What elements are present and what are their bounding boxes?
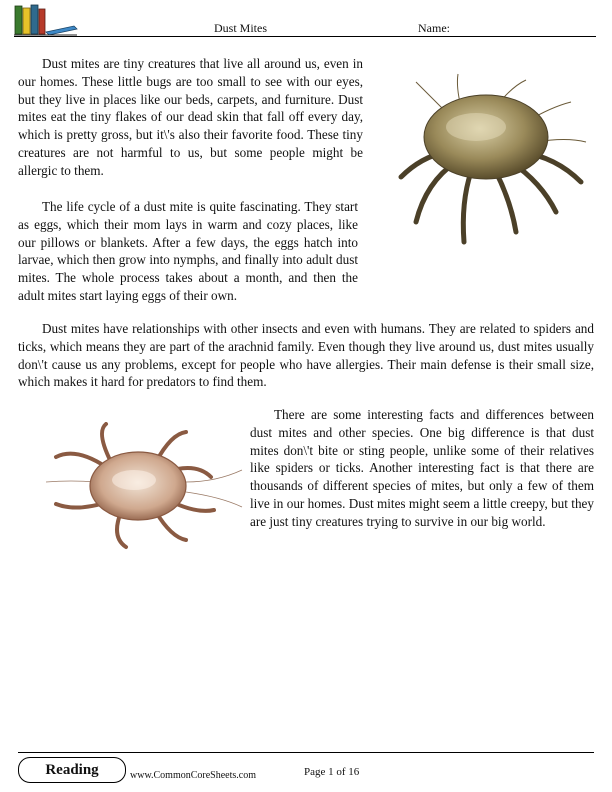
worksheet-header bbox=[0, 0, 612, 40]
page-number: Page 1 of 16 bbox=[304, 766, 360, 778]
page-title: Dust Mites bbox=[214, 21, 268, 35]
header-divider bbox=[14, 36, 596, 37]
article-paragraph-1: Dust mites are tiny creatures that live all around us, even in our homes. These little bugs are too small to see with our eyes, but they live in places like our beds, carpets, and furniture. Dust mites eat the tiny flakes of our dead skin that fall off every day, which is pretty gross, but it\'s also their favorite food. These tiny creatures are not harmful to us, but some people might be allergic to them. bbox=[18, 56, 363, 178]
article-paragraph-4: There are some interesting facts and differences between dust mites and other species. One big difference is that dust mites don\'t bite or sting people, unlike some of their relatives like spiders or ticks. Another interesting fact is that there are thousands of different species of mites, but only a few of them live in our homes. Dust mites might seem a little creepy, but they are just tiny creatures trying to survive in our big world. bbox=[250, 407, 594, 529]
dust-mite-icon bbox=[386, 72, 594, 252]
books-icon bbox=[14, 4, 78, 36]
footer-divider bbox=[18, 752, 594, 753]
article-paragraph-2-text: The life cycle of a dust mite is quite fascinating. They start as eggs, which their mom lays in warm and cozy places, like our pillows or blankets. After a few days, the eggs hatch into larvae, which then grow into nymphs, and finally into adult dust mites. The whole process takes about a month, and then the adult mites start laying eggs of their own. bbox=[18, 199, 358, 303]
dust-mite-icon bbox=[36, 422, 244, 550]
name-label: Name: bbox=[418, 21, 450, 35]
article-paragraph-3: Dust mites have relationships with other insects and even with humans. They are related to spiders and ticks, which means they are part of the arachnid family. Even though they live around us, dust mites usually don\'t cause us any problems, except for people who have allergies. Their main defense is their small size, which makes it hard for predators to find them. bbox=[18, 321, 594, 390]
site-link[interactable]: www.CommonCoreSheets.com bbox=[130, 770, 257, 781]
subject-badge: Reading bbox=[18, 757, 126, 783]
